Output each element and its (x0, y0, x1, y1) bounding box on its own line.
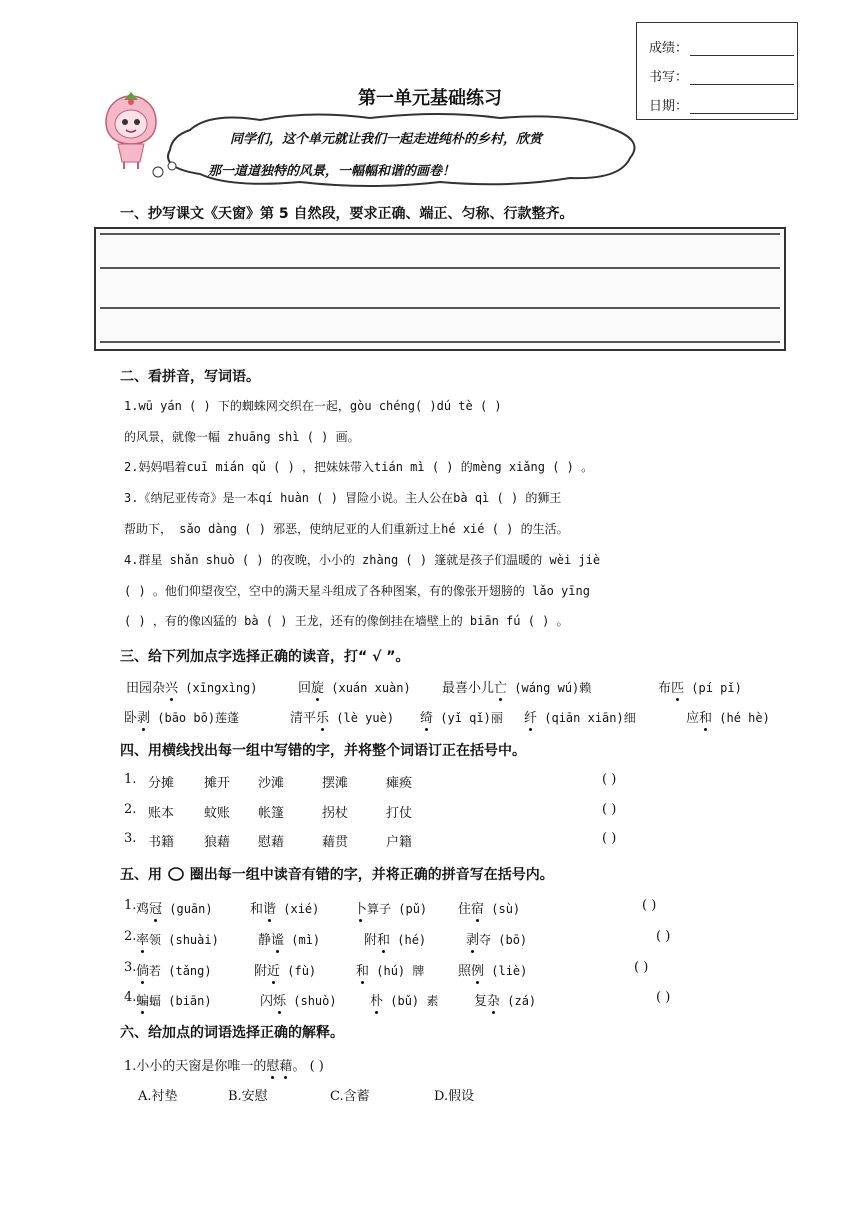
answer-paren[interactable]: ( ) (656, 990, 671, 1005)
answer-paren[interactable]: ( ) (656, 929, 671, 944)
dotted-char: 宿 (471, 902, 485, 917)
word[interactable]: 狼藉 (204, 835, 231, 850)
score-row (649, 37, 794, 56)
pinyin-line-6: 4.群星 shǎn shuò ( ) 的夜晚，小小的 zhàng ( ) 篷就是孩子们温暖的 wèi jiè (124, 553, 601, 567)
option-b[interactable]: B.安慰 (228, 1089, 268, 1104)
answer-paren[interactable]: ( ) (602, 831, 617, 846)
dotted-char: 兴 (165, 681, 179, 696)
phonetic-item[interactable]: 住宿 (sù) (458, 902, 521, 917)
dotted-char: 例 (471, 964, 485, 979)
word[interactable]: 拐杖 (322, 806, 349, 821)
phonetic-item[interactable]: 率领 (shuài) (136, 933, 219, 948)
option-a[interactable]: A.衬垫 (138, 1089, 178, 1104)
reading-item[interactable]: 布匹 (pí pǐ) (658, 681, 742, 696)
pinyin-line-3: 2.妈妈唱着cuī mián qǔ ( ) ，把妹妹带入tián mì ( ) 的mèng xiǎng ( ) 。 (124, 460, 594, 474)
phonetic-item[interactable]: 倘若 (tǎng) (136, 964, 212, 979)
reading-item[interactable]: 回旋 (xuán xuàn) (298, 681, 411, 696)
dotted-char: 烁 (273, 994, 287, 1009)
word[interactable]: 沙滩 (258, 776, 285, 791)
phonetic-item[interactable]: 附和 (hé) (364, 933, 427, 948)
copy-line (100, 341, 780, 343)
dotted-char: 谧 (271, 933, 285, 948)
dotted-char: 卜 (354, 902, 368, 917)
phonetic-item[interactable]: 闪烁 (shuò) (260, 994, 337, 1009)
word[interactable]: 藉贯 (322, 835, 349, 850)
dotted-char: 乐 (316, 711, 330, 726)
writing-row (649, 66, 794, 85)
dotted-char: 亡 (494, 681, 508, 696)
word[interactable]: 分摊 (148, 776, 175, 791)
copy-line (100, 233, 780, 235)
reading-item[interactable]: 清平乐 (lè yuè) (290, 711, 395, 726)
writing-label: 书写： (649, 70, 689, 85)
dotted-char: 藉 (279, 1059, 293, 1074)
answer-paren[interactable]: ( ) (642, 898, 657, 913)
pinyin-line-4: 3.《纳尼亚传奇》是一本qí huàn ( ) 冒险小说。主人公在bà qì ( ) 的狮王 (124, 491, 562, 505)
word[interactable]: 户籍 (386, 835, 413, 850)
dotted-char: 倘 (136, 964, 150, 979)
word[interactable]: 打仗 (386, 806, 413, 821)
dotted-char: 旋 (311, 681, 325, 696)
section-6-title: 六、给加点的词语选择正确的解释。 (120, 1025, 344, 1041)
dotted-char: 剥 (466, 933, 480, 948)
answer-paren[interactable]: ( ) (634, 960, 649, 975)
phonetic-item[interactable]: 复杂 (zá) (474, 994, 537, 1009)
word[interactable]: 摊开 (204, 776, 231, 791)
dotted-char: 蝙 (136, 994, 150, 1009)
phonetic-item[interactable]: 卜算子 (pǔ) (354, 902, 428, 917)
dotted-char: 绮 (420, 711, 434, 726)
dotted-char: 匹 (671, 681, 685, 696)
reading-item[interactable]: 绮 (yǐ qǐ)丽 (420, 711, 503, 726)
phonetic-item[interactable]: 静谧 (mì) (258, 933, 321, 948)
option-d[interactable]: D.假设 (434, 1089, 475, 1104)
word[interactable]: 摆滩 (322, 776, 349, 791)
section-1-title: 一、抄写课文《天窗》第 5 自然段，要求正确、端正、匀称、行款整齐。 (120, 206, 574, 222)
reading-item[interactable]: 田园杂兴 (xīngxìng) (126, 681, 258, 696)
pinyin-line-5: 帮助下， sǎo dàng ( ) 邪恶，使纳尼亚的人们重新过上hé xié ( ) 的生活。 (124, 522, 569, 536)
section-4-title: 四、用横线找出每一组中写错的字，并将整个词语订正在括号中。 (120, 743, 526, 759)
word[interactable]: 帐篷 (258, 806, 285, 821)
page-title: 第一单元基础练习 (358, 88, 502, 109)
word[interactable]: 瘫痪 (386, 776, 413, 791)
answer-paren[interactable]: ( ) (602, 772, 617, 787)
section-3-title: 三、给下列加点字选择正确的读音，打“ √ ”。 (120, 649, 410, 665)
copy-line (100, 267, 780, 269)
phonetic-item[interactable]: 和 (hú) 牌 (356, 964, 425, 979)
date-label: 日期： (649, 99, 689, 114)
word[interactable]: 书籍 (148, 835, 175, 850)
reading-item[interactable]: 应和 (hé hè) (686, 711, 770, 726)
score-label: 成绩： (649, 41, 689, 56)
section-5-title: 五、用 圈出每一组中读音有错的字，并将正确的拼音写在括号内。 (120, 867, 554, 883)
dotted-char: 率 (136, 933, 150, 948)
dotted-char: 和 (699, 711, 713, 726)
word[interactable]: 蚊账 (204, 806, 231, 821)
writing-blank[interactable] (690, 70, 794, 85)
dotted-char: 纤 (524, 711, 538, 726)
dotted-char: 谐 (263, 902, 277, 917)
pinyin-line-7: ( ) 。他们仰望夜空，空中的满天星斗组成了各种图案，有的像张开翅膀的 lǎo yīng (124, 584, 590, 598)
score-blank[interactable] (690, 41, 794, 56)
dotted-char: 和 (377, 933, 391, 948)
word[interactable]: 账本 (148, 806, 175, 821)
dotted-char: 冠 (149, 902, 163, 917)
option-c[interactable]: C.含蓄 (330, 1089, 370, 1104)
phonetic-item[interactable]: 剥夺 (bō) (466, 933, 528, 948)
pinyin-line-2: 的风景，就像一幅 zhuāng shì ( ) 画。 (124, 430, 360, 444)
dotted-char: 剥 (137, 711, 151, 726)
pinyin-line-1: 1.wū yán ( ) 下的蜘蛛网交织在一起，gòu chéng( )dú tè ( ) (124, 399, 502, 413)
answer-paren[interactable]: ( ) (602, 802, 617, 817)
dotted-char: 朴 (370, 994, 384, 1009)
copy-writing-box[interactable] (94, 227, 786, 351)
phonetic-item[interactable]: 鸡冠 (guān) (136, 902, 213, 917)
cloud-line-2: 那一道道独特的风景，一幅幅和谐的画卷！ (208, 164, 456, 179)
dotted-char: 和 (356, 964, 370, 979)
dotted-char: 慰 (266, 1059, 280, 1074)
cloud-line-1: 同学们，这个单元就让我们一起走进纯朴的乡村，欣赏 (230, 132, 543, 147)
question-6-1: 1.小小的天窗是你唯一的慰藉。 ( ) (124, 1059, 324, 1074)
section-2-title: 二、看拼音，写词语。 (120, 369, 260, 385)
dotted-char: 近 (267, 964, 281, 979)
reading-item[interactable]: 卧剥 (bāo bō)莲蓬 (124, 711, 240, 726)
reading-item[interactable]: 纤 (qiān xiān)细 (524, 711, 636, 726)
copy-line (100, 307, 780, 309)
circle-icon (167, 867, 185, 881)
answer-paren[interactable]: 。 ( ) (292, 1059, 324, 1074)
phonetic-item[interactable]: 照例 (liè) (458, 964, 528, 979)
reading-item[interactable]: 最喜小儿亡 (wáng wú)赖 (442, 681, 592, 696)
phonetic-item[interactable]: 和谐 (xié) (250, 902, 320, 917)
dotted-char: 杂 (487, 994, 501, 1009)
pinyin-line-8: ( ) ，有的像凶猛的 bà ( ) 王龙，还有的像倒挂在墙壁上的 biān fú ( ) 。 (124, 614, 569, 628)
phonetic-item[interactable]: 朴 (bǔ) 素 (370, 994, 439, 1009)
phonetic-item[interactable]: 蝙蝠 (biān) (136, 994, 212, 1009)
phonetic-item[interactable]: 附近 (fù) (254, 964, 317, 979)
word[interactable]: 慰藉 (258, 835, 285, 850)
